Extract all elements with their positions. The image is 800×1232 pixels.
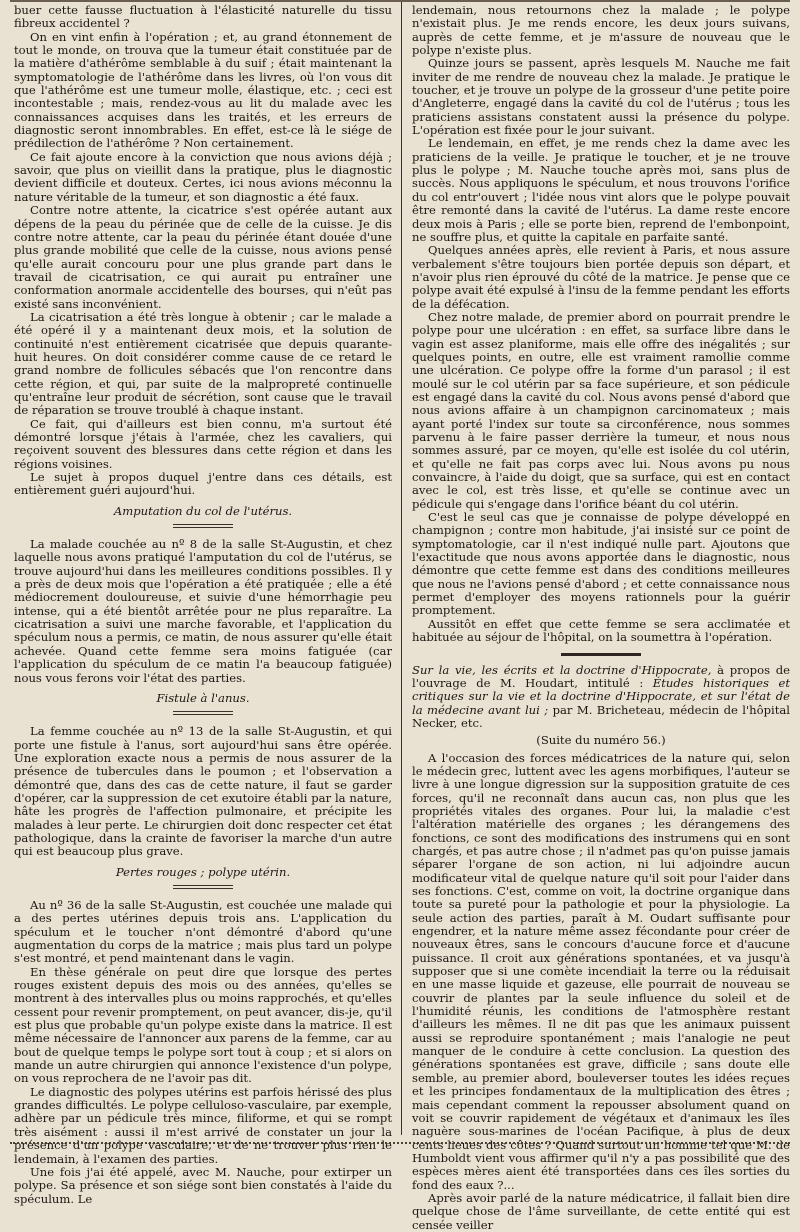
continuation-note: (Suite du numéro 56.) (536, 733, 666, 748)
paragraph: A l'occasion des forces médicatrices de la nature qui, selon le médecin grec, luttent avec les agens morbifiques, l'auteur se livre à une longue digression sur la supposition gratuite de ces forces, qu'il ne reconnaît dans aucun cas, non plus que les propriétés vitales des organes. Pour lui, la maladie c'est l'altération matérielle des organes ; les dérangemens des fonctions, ce sont des modifications des instrumens qui en sont chargés, et pas autre chose ; il n'admet pas qu'on puisse jamais séparer l'organe de son action, ni lui adjoindre aucun modificateur vital de quelque nature qu'il soit pour l'aider dans ses fonctions. C'est, comme on voit, la doctrine organique dans toute sa pureté pour la pathologie et pour la physiologie. La seule action des parties, paraît à M. Oudart suffisante pour engendrer, et la nature même assez fécondante pour créer de nouveaux êtres, sans le concours d'aucune force et d'aucune puissance. Il croit aux générations spontanées, et va jusqu'à supposer que si une comète incendiait la terre ou la réduisait en une masse liquide et gazeuse, elle pourrait de nouveau se couvrir de plantes par la seule influence du soleil et de l'humidité réunis, les conditions de l'atmosphère restant d'ailleurs les mêmes. Il ne dit pas que les animaux puissent aussi se reproduire spontanément ; mais l'analogie ne peut manquer de le conduire à cette conclusion. La question des générations spontanées est grave, difficile ; sans doute elle semble, au premier abord, bouleverser toutes les idées reçues et les principes fondamentaux de la multiplication des êtres ; mais cependant comment la repousser absolument quand on voit se couvrir rapidement de végétaux et d'animaux les îles naguère sous-marines de l'océan Pacifique, à plus de deux cents lieues des côtes ? Quand surtout un homme tel que M. de Humboldt vient vous affirmer qu'il n'y a pas possibilité que des espèces mères aient été transportées dans ces îles sorties du fond des eaux ?... (412, 750, 790, 1192)
paragraph: La femme couchée au nº 13 de la salle St-Augustin, et qui porte une fistule à l'anus, sort aujourd'hui sans être opérée. Une exploration exacte nous a permis de nous assurer de la présence de tubercules dans le poumon ; et l'observation a démontré que, dans des cas de cette nature, il faut se garder d'opérer, car la suppression de cet exutoire établi par la nature, hâte les progrès de l'affection pulmonaire, et précipite les malades à leur perte. Le chirurgien doit donc respecter cet état pathologique, dans la crainte de favoriser la marche d'un autre qui est beaucoup plus grave. (14, 724, 392, 859)
paragraph: Quelques années après, elle revient à Paris, et nous assure verbalement s'être toujours bien portée depuis son départ, et n'avoir plus rien éprouvé du côté de la matrice. Je pense que ce polype avait été expulsé à l'insu de la femme pendant les efforts de la défécation. (412, 243, 790, 311)
left-column (14, 3, 392, 1206)
article-book-title: Études historiques et critiques sur la vie et la doctrine d'Hippocrate, et sur l'état de la médecine avant lui ; (412, 675, 790, 717)
paragraph: Une fois j'ai été appelé, avec M. Nauche, pour extirper un polype. Sa présence et son siége sont bien constatés à l'aide du spéculum. Le (14, 1164, 392, 1206)
paragraph: Le sujet à propos duquel j'entre dans ces détails, est entièrement guéri aujourd'hui. (14, 470, 392, 498)
paragraph: Après avoir parlé de la nature médicatrice, il fallait bien dire quelque chose de l'âme surveillante, de cette entité qui est censée veiller (412, 1190, 790, 1232)
paragraph: Le diagnostic des polypes utérins est parfois hérissé des plus grandes difficultés. Le polype celluloso-vasculaire, par exemple, adhère par un pédicule très mince, filiforme, et qui se rompt très aisément : aussi il m'est arrivé de constater un jour la présence d'un polype vasculaire, et de ne trouver plus rien le lendemain, à l'examen des parties. (14, 1084, 392, 1166)
article-author: par M. Bricheteau, médecin de l'hôpital Necker, etc. (412, 702, 790, 730)
section-rule (173, 524, 233, 528)
paragraph: buer cette fausse fluctuation à l'élasticité naturelle du tissu fibreux accidentel ? (14, 3, 392, 31)
paragraph: lendemain, nous retournons chez la malade ; le polype n'existait plus. Je me rends encore, les deux jours suivans, auprès de cette femme, et je m'assure de nouveau que le polype n'existe plus. (412, 3, 790, 58)
section-heading-fistule: Fistule à l'anus. (156, 690, 250, 705)
paragraph: En thèse générale on peut dire que lorsque des pertes rouges existent depuis des mois ou des années, qu'elles se montrent à des intervalles plus ou moins rapprochés, et qu'elles cessent pour revenir promptement, on peut avancer, dis-je, qu'il est plus que probable qu'un polype existe dans la matrice. Il est même nécessaire de l'annoncer aux parens de la femme, car au bout de quelque temps le polype sort tout à coup ; et si alors on mande un autre chirurgien qui annonce l'existence d'un polype, on vous reprochera de ne l'avoir pas dit. (14, 964, 392, 1086)
paragraph: La cicatrisation a été très longue à obtenir ; car le malade a été opéré il y a maintenant deux mois, et la solution de continuité n'est entièrement cicatrisée que depuis quarante-huit heures. On doit considérer comme cause de ce retard le grand nombre de follicules sébacés que l'on rencontre dans cette région, et qui, par suite de la malpropreté continuelle qu'entraîne leur produit de sécrétion, sont cause que le travail de réparation se trouve troublé à chaque instant. (14, 309, 392, 418)
paragraph: Aussitôt en effet que cette femme se sera acclimatée et habituée au séjour de l'hôpital, on la soumettra à l'opération. (412, 616, 790, 645)
section-heading-amputation: Amputation du col de l'utérus. (113, 503, 293, 518)
section-rule (173, 885, 233, 889)
paragraph: Quinze jours se passent, après lesquels M. Nauche me fait inviter de me rendre de nouveau chez la malade. Je pratique le toucher, et je trouve un polype de la grosseur d'une petite poire d'Angleterre, engagé dans la cavité du col de l'utérus ; tous les praticiens assistans constatent aussi la présence du polype. L'opération est fixée pour le jour suivant. (412, 56, 790, 138)
paragraph: On en vint enfin à l'opération ; et, au grand étonnement de tout le monde, on trouva que la tumeur était constituée par de la matière d'athérôme semblable à du suif ; était maintenant la symptomatologie de l'athérôme dans les livres, où l'on vous dit que l'athérôme est une tumeur molle, élastique, etc. ; ceci est incontestable ; mais, rendez-vous au lit du malade avec les connaissances acquises dans les traités, et les erreurs de diagnostic seront innombrables. En effet, est-ce là le siége de prédilection de l'athérôme ? Non certainement. (14, 29, 392, 151)
top-rule (10, 0, 790, 2)
paragraph: Ce fait, qui d'ailleurs est bien connu, m'a surtout été démontré lorsque j'étais à l'armée, chez les cavaliers, qui reçoivent souvent des blessures dans cette région et dans les régions voisines. (14, 416, 392, 471)
section-heading-pertes: Pertes rouges ; polype utérin. (115, 864, 291, 879)
paragraph: Le lendemain, en effet, je me rends chez la dame avec les praticiens de la veille. Je pratique le toucher, et je ne trouve plus le polype ; M. Nauche touche après moi, sans plus de succès. Nous appliquons le spéculum, et nous trouvons l'orifice du col entr'ouvert ; l'idée nous vint alors que le polype pouvait être remonté dans la cavité de l'utérus. La dame reste encore deux mois à Paris ; elle se porte bien, reprend de l'embonpoint, ne souffre plus, et quitte la capitale en parfaite santé. (412, 136, 790, 244)
article-title-italic: Sur la vie, les écrits et la doctrine d'Hippocrate, (412, 662, 712, 677)
right-column (412, 3, 790, 1232)
section-rule (173, 711, 233, 715)
paragraph: La malade couchée au nº 8 de la salle St-Augustin, et chez laquelle nous avons pratiqué l'amputation du col de l'utérus, se trouve aujourd'hui dans les meilleures conditions possibles. Il y a près de deux mois que l'opération a été pratiquée ; elle a été médiocrement douloureuse, et suivie d'une hémorrhagie peu intense, qui a été bientôt arrêtée pour ne plus reparaître. La cicatrisation a suivi une marche favorable, et l'application du spéculum nous a permis, ce matin, de nous assurer qu'elle était achevée. Quand cette femme sera moins fatiguée (car l'application du spéculum de ce matin l'a beaucoup fatiguée) nous vous ferons voir l'état des parties. (14, 537, 392, 685)
bottom-rule (10, 1142, 790, 1147)
article-title-text: à propos de l'ouvrage de M. Houdart, intitulé : (412, 662, 790, 690)
article-separator (561, 653, 641, 656)
column-divider (401, 2, 402, 1135)
paragraph: Au nº 36 de la salle St-Augustin, est couchée une malade qui a des pertes utérines depuis trois ans. L'application du spéculum et le toucher n'ont démontré d'abord qu'une augmentation du corps de la matrice ; mais plus tard un polype s'est montré, et pend maintenant dans le vagin. (14, 897, 392, 966)
article-title (412, 664, 790, 731)
paragraph: Ce fait ajoute encore à la conviction que nous avions déjà ; savoir, que plus on vieillit dans la pratique, plus le diagnostic devient difficile et douteux. Certes, ici nous avions méconnu la nature véritable de la tumeur, et son diagnostic a été faux. (14, 149, 392, 204)
paragraph: Contre notre attente, la cicatrice s'est opérée autant aux dépens de la peau du périnée que de celle de la cuisse. Je dis contre notre attente, car la peau du périnée étant douée d'une plus grande mobilité que celle de la cuisse, nous avions pensé qu'elle aurait concouru pour une plus grande part dans le travail de cicatrisation, ce qui aurait pu entraîner une conformation anormale accidentelle des bourses, qui n'eût pas existé sans inconvénient. (14, 203, 392, 311)
paragraph: Chez notre malade, de premier abord on pourrait prendre le polype pour une ulcération : en effet, sa surface libre dans le vagin est assez planiforme, mais elle offre des inégalités ; sur quelques points, en outre, elle est vraiment ramollie comme une ulcération. Ce polype offre la forme d'un parasol ; il est moulé sur le col utérin par sa face supérieure, et son pédicule est engagé dans la cavité du col. Nous avons pensé d'abord que nous avions affaire à un champignon carcinomateux ; mais ayant porté l'index sur toute sa circonférence, nous sommes parvenu à le faire passer derrière la tumeur, et nous nous sommes assuré, par ce moyen, qu'elle est isolée du col utérin, et qu'elle ne fait pas corps avec lui. Nous avons pu nous convaincre, à l'aide du doigt, que sa surface, qui est en contact avec le col, est très lisse, et qu'elle se continue avec un pédicule qui s'engage dans l'orifice béant du col utérin. (412, 309, 790, 511)
paragraph: C'est le seul cas que je connaisse de polype développé en champignon ; contre mon habitude, j'ai insisté sur ce point de symptomatologie, car il n'est indiqué nulle part. Ajoutons que l'exactitude que nous avons apportée dans le diagnostic, nous démontre que cette femme est dans des conditions meilleures que nous ne l'avions pensé d'abord ; et cette connaissance nous permet d'employer des moyens rationnels pour la guérir promptement. (412, 510, 790, 618)
